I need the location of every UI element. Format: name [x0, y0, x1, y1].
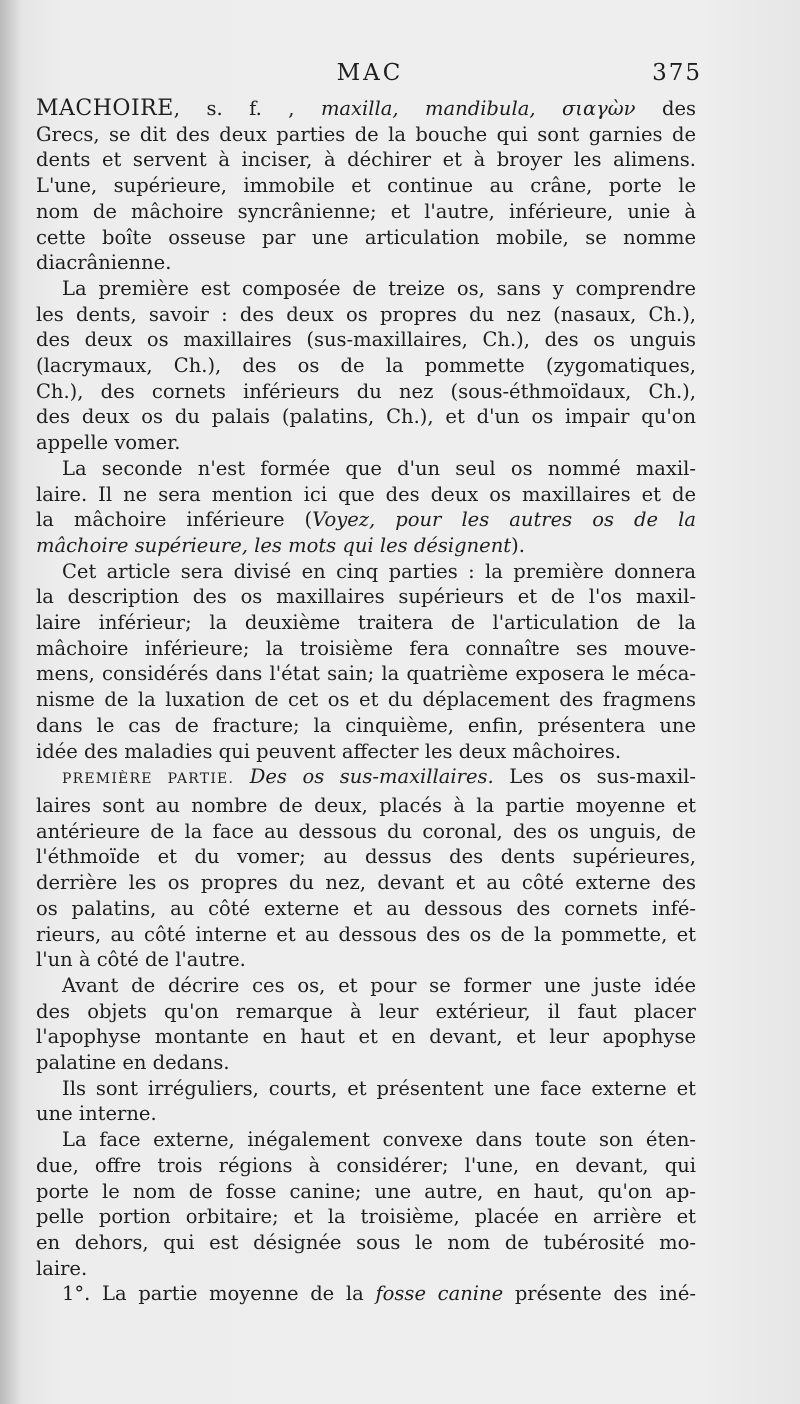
text-line: La face externe, inégalement convexe dans toute son éten- — [62, 1128, 696, 1152]
paragraph-plan — [36, 559, 696, 765]
text-line: La seconde n'est formée que d'un seul os nommé maxil- — [62, 456, 696, 480]
text-line: laire. Il ne sera mention ici que des deux os maxillaires et de — [36, 482, 696, 506]
text-line: des deux os maxillaires (sus-maxillaires, Ch.), des os unguis — [36, 328, 696, 352]
text-line: Ils sont irréguliers, courts, et présentent une face externe et — [62, 1076, 696, 1100]
text-line: pelle portion orbitaire; et la troisième, placée en arrière et — [36, 1205, 696, 1229]
section-title: Des os sus-maxillaires. — [249, 765, 494, 789]
italic-segment: mâchoire supérieure, les mots qui les désignent — [36, 533, 512, 557]
text-line: la description des os maxillaires supérieurs et de l'os maxil- — [36, 585, 696, 609]
italic-segment: fosse canine — [375, 1282, 504, 1306]
text-line: nom de mâchoire syncrânienne; et l'autre, inférieure, unie à — [36, 199, 696, 223]
text-line: mâchoire inférieure; la troisième fera connaître ses mouve- — [36, 636, 696, 660]
paragraph-definition — [36, 96, 696, 276]
text-line: laires sont au nombre de deux, placés à la partie moyenne et — [36, 793, 696, 817]
text-line: idée des maladies qui peuvent affecter les deux mâchoires. — [36, 739, 622, 763]
text-line: diacrânienne. — [36, 251, 172, 275]
text-line: (lacrymaux, Ch.), des os de la pommette (zygomatiques, — [36, 354, 696, 378]
text-segment: 1°. La partie moyenne de la — [62, 1282, 376, 1306]
text-line — [36, 1281, 696, 1307]
text-line: mens, considérés dans l'état sain; la quatrième exposera le méca- — [36, 662, 696, 686]
paragraph-part-one — [36, 764, 696, 973]
text-line: derrière les os propres du nez, devant et au côté externe des — [36, 871, 696, 895]
text-segment: , s. f. , — [173, 97, 321, 120]
text-line: Grecs, se dit des deux parties de la bouche qui sont garnies de — [36, 122, 696, 146]
text-line — [36, 764, 696, 793]
text-segment: des — [635, 97, 697, 120]
text-line: en dehors, qui est désignée sous le nom de tubérosité mo- — [36, 1230, 696, 1254]
text-line: l'éthmoïde et du vomer; au dessus des dents supérieures, — [36, 845, 696, 869]
paragraph-upper-jaw — [36, 276, 696, 456]
text-line: les dents, savoir : des deux os propres du nez (nasaux, Ch.), — [36, 302, 696, 326]
text-line: porte le nom de fosse canine; une autre, en haut, qu'on ap- — [36, 1179, 696, 1203]
page-number: 375 — [652, 60, 702, 86]
text-line: laire inférieur; la deuxième traitera de l'articulation de la — [36, 611, 696, 635]
article-body — [36, 96, 696, 1307]
italic-segment: maxilla, mandibula, σιαγὼν — [320, 97, 636, 120]
text-line: Cet article sera divisé en cinq parties : la première donnera — [62, 559, 696, 583]
text-line: palatine en dedans. — [36, 1051, 230, 1075]
text-line: des objets qu'on remarque à leur extérieur, il faut placer — [36, 999, 696, 1023]
text-line: L'une, supérieure, immobile et continue au crâne, porte le — [36, 174, 696, 198]
text-segment: la mâchoire inférieure ( — [36, 508, 313, 532]
paragraph-lower-jaw — [36, 456, 696, 559]
paragraph-orientation — [36, 973, 696, 1076]
text-segment: présente des iné- — [503, 1282, 696, 1306]
text-line — [36, 96, 696, 122]
text-line: due, offre trois régions à considérer; l'une, en devant, qui — [36, 1153, 696, 1177]
text-line: appelle vomer. — [36, 431, 181, 455]
paragraph-external-face — [36, 1127, 696, 1281]
entry-headword: MACHOIRE — [36, 96, 174, 121]
text-line: rieurs, au côté interne et au dessous des os de la pommette, et — [36, 922, 696, 946]
text-line: cette boîte osseuse par une articulation mobile, se nomme — [36, 225, 696, 249]
text-line: dans le cas de fracture; la cinquième, enfin, présentera une — [36, 713, 696, 737]
paragraph-faces — [36, 1076, 696, 1127]
text-line: laire. — [36, 1256, 88, 1280]
paragraph-canine-fossa — [36, 1281, 696, 1307]
text-segment: Les os sus-maxil- — [509, 765, 697, 789]
text-line: Ch.), des cornets inférieurs du nez (sous-éthmoïdaux, Ch.), — [36, 379, 696, 403]
text-line — [36, 507, 696, 533]
text-line: l'un à côté de l'autre. — [36, 948, 246, 972]
text-line — [36, 533, 696, 559]
text-line: des deux os du palais (palatins, Ch.), et d'un os impair qu'on — [36, 405, 696, 429]
running-head: MAC — [336, 60, 404, 86]
italic-segment: Voyez, pour les autres os de la — [312, 508, 696, 532]
text-line: os palatins, au côté externe et au dessous des cornets infé- — [36, 896, 696, 920]
text-line: La première est composée de treize os, sans y comprendre — [62, 276, 696, 300]
section-label: PREMIÈRE PARTIE. — [62, 771, 235, 788]
text-line: nisme de la luxation de cet os et du déplacement des fragmens — [36, 688, 696, 712]
text-line: l'apophyse montante en haut et en devant, et leur apophyse — [36, 1025, 696, 1049]
page-header — [40, 58, 700, 92]
text-segment: ). — [511, 533, 525, 557]
text-line: une interne. — [36, 1102, 157, 1126]
text-line: Avant de décrire ces os, et pour se former une juste idée — [62, 973, 696, 997]
text-line: antérieure de la face au dessous du coronal, des os unguis, de — [36, 819, 696, 843]
page-gutter — [0, 0, 22, 1404]
text-line: dents et servent à inciser, à déchirer et à broyer les alimens. — [36, 148, 696, 172]
